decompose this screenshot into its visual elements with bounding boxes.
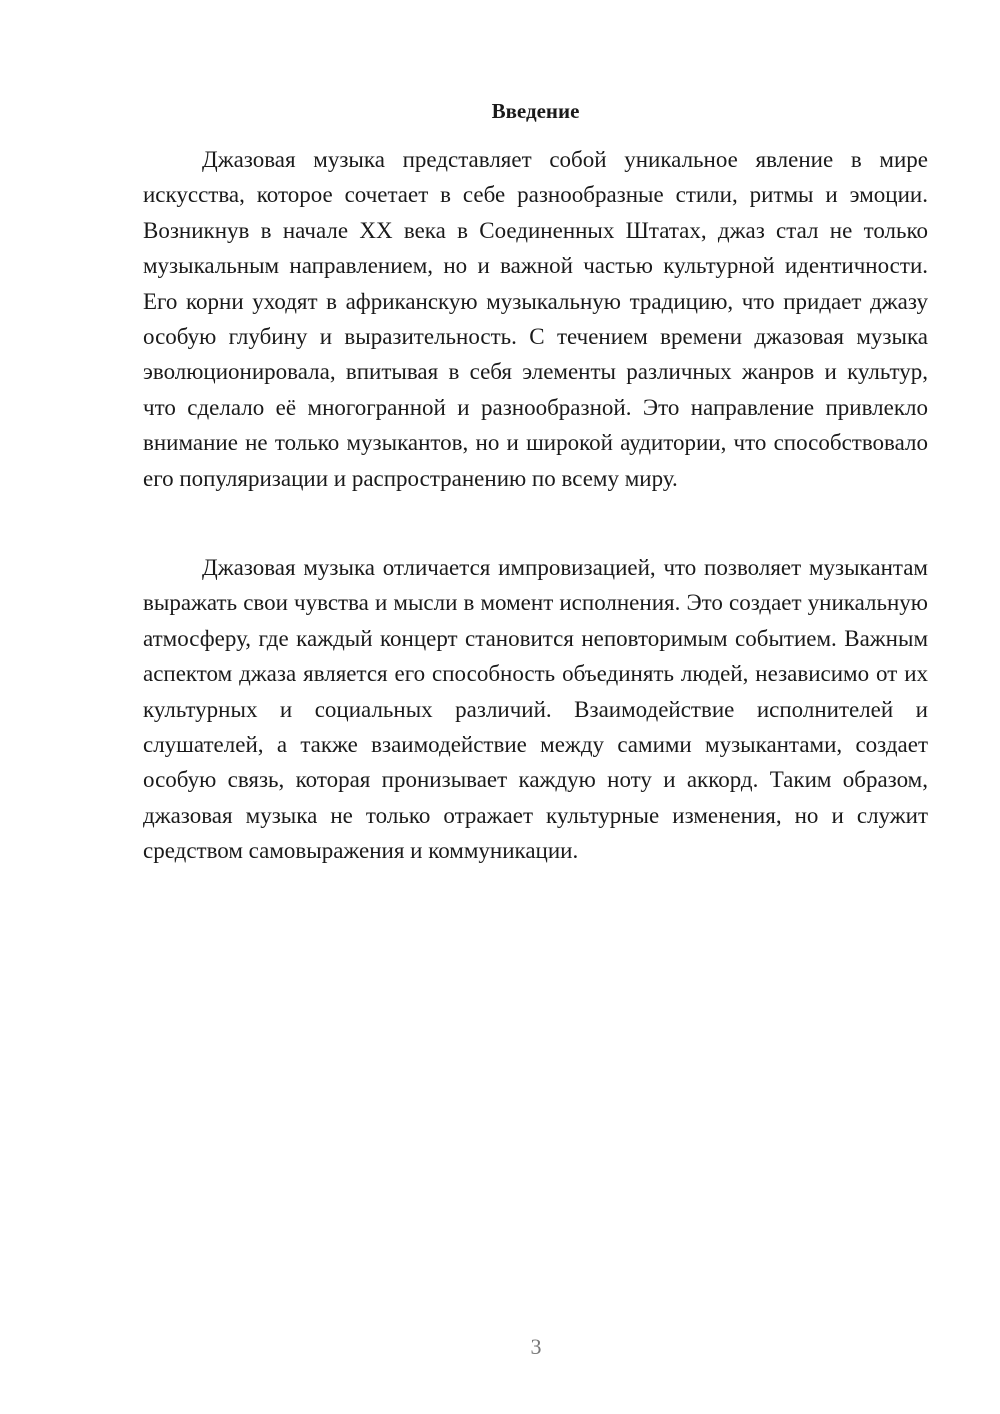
paragraph-2: Джазовая музыка отличается импровизацией, что позволяет музыкантам выражать свои чувства и мысли в момент исполнения. Это создает уникальную атмосферу, где каждый концерт становится неповторимым событием. Важным аспектом джаза является его способность объединять людей, независимо от их культурных и социальных различий. Взаимодействие исполнителей и слушателей, а также взаимодействие между самими музыкантами, создает особую связь, которая пронизывает каждую ноту и аккорд. Таким образом, джазовая музыка не только отражает культурные изменения, но и служит средством самовыражения и коммуникации. — [143, 555, 928, 864]
paragraph-1: Джазовая музыка представляет собой уникальное явление в мире искусства, которое сочетает в себе разнообразные стили, ритмы и эмоции. Возникнув в начале XX века в Соединенных Штатах, джаз стал не только музыкальным направлением, но и важной частью культурной идентичности. Его корни уходят в африканскую музыкальную традицию, что придает джазу особую глубину и выразительность. С течением времени джазовая музыка эволюционировала, впитывая в себя элементы различных жанров и культур, что сделало её многогранной и разнообразной. Это направление привлекло внимание не только музыкантов, но и широкой аудитории, что способствовало его популяризации и распространению по всему миру. — [143, 147, 928, 491]
section-heading: Введение — [491, 99, 580, 123]
page-number: 3 — [530, 1334, 542, 1359]
